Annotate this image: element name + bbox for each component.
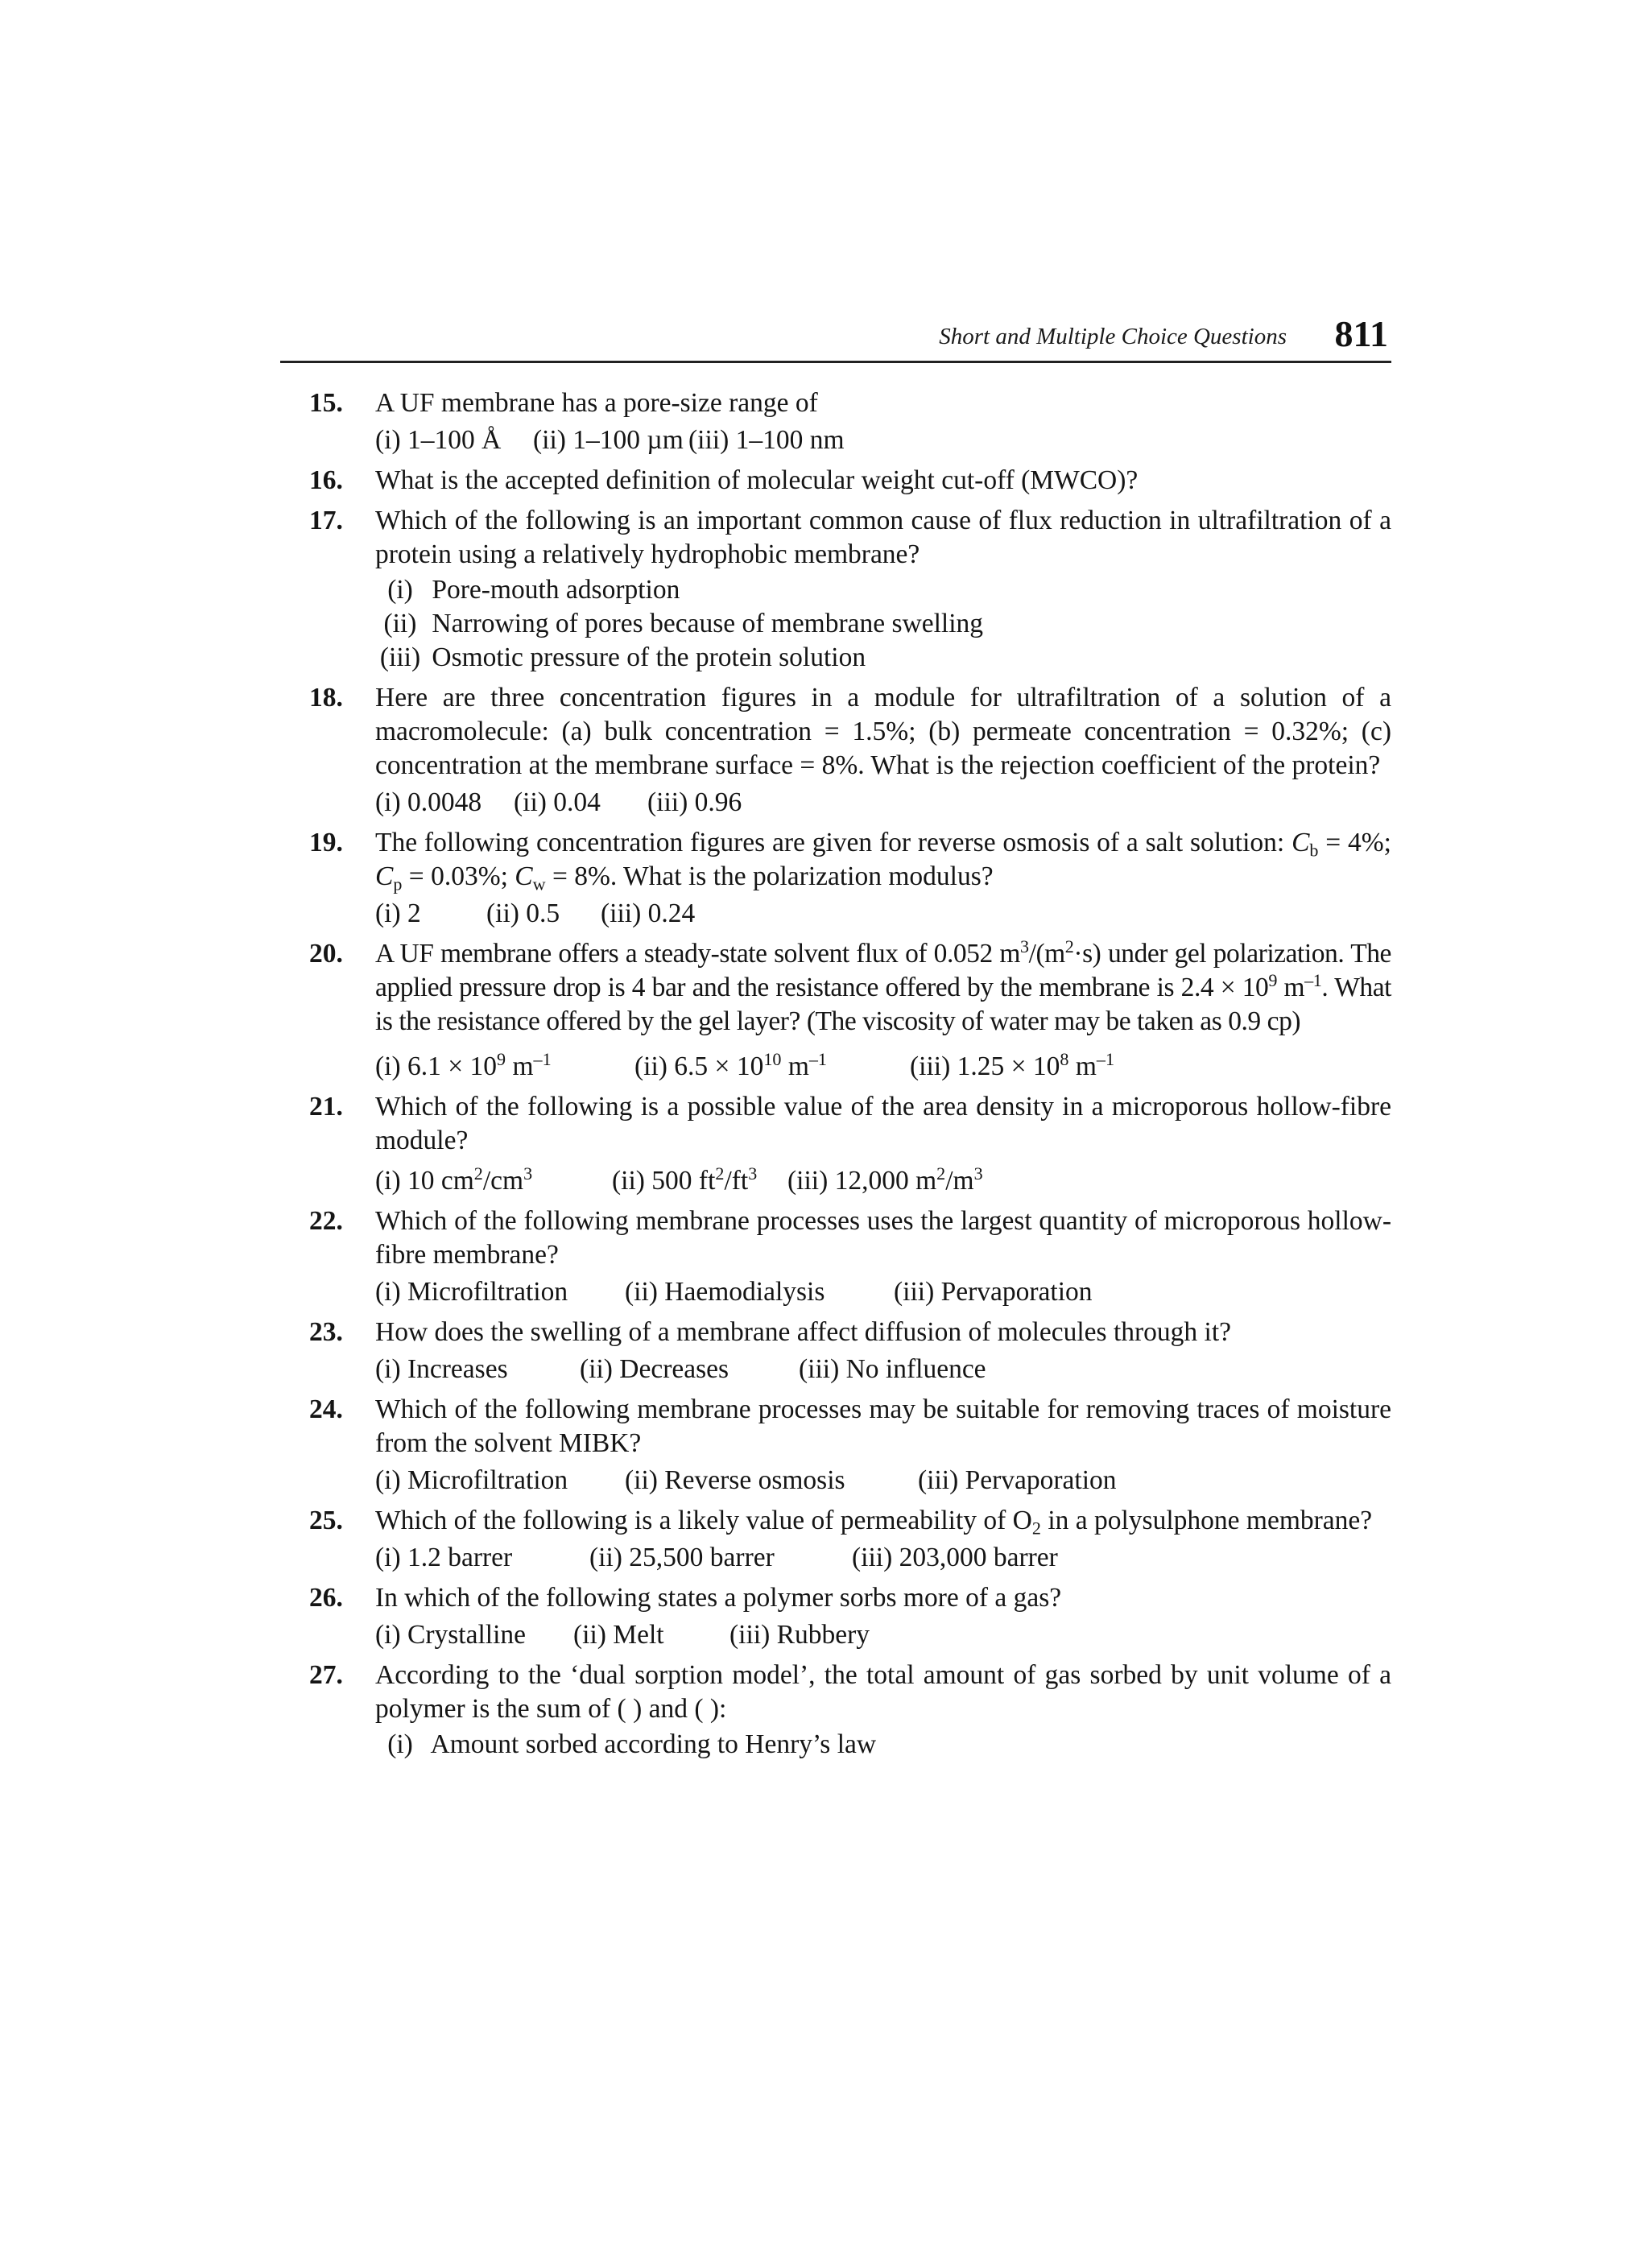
question-number: 27. (309, 1660, 343, 1690)
superscript: 2 (473, 1163, 483, 1184)
option-iii: (iii) 1–100 nm (688, 425, 845, 455)
text-run: A UF membrane offers a steady-state solvent flux of 0.052 m (375, 939, 1020, 969)
option-ii: (ii) 1–100 µm (533, 425, 684, 455)
question-text: Which of the following is an important common cause of flux reduction in ultrafiltration of a protein using a relatively hydrophobic membrane? (375, 506, 1391, 569)
text-run: = 4%; (1318, 828, 1391, 857)
text-run: = 8%. What is the polarization modulus? (545, 861, 994, 891)
option-iii: (iii) Pervaporation (894, 1277, 1093, 1307)
option-i (375, 1164, 612, 1198)
option-iii: (iii) Rubbery (729, 1620, 870, 1650)
option-i: (i) 2 (375, 899, 421, 928)
option-ii: (ii) Melt (573, 1620, 664, 1650)
option-base: (i) 10 cm (375, 1166, 474, 1196)
option-base: (i) 6.1 × 10 (375, 1051, 498, 1081)
question-24 (309, 1393, 1391, 1498)
text-run: m (1276, 973, 1305, 1002)
option-numeral: (iii) (379, 642, 421, 672)
option-i (375, 1728, 1391, 1762)
option-iii: (iii) Pervaporation (918, 1465, 1117, 1495)
question-23 (309, 1316, 1391, 1386)
question-27 (309, 1659, 1391, 1762)
question-text: Which of the following is a possible value of the area density in a microporous hollow-fibre module? (375, 1092, 1391, 1155)
option-iii (787, 1164, 983, 1198)
option-ii (375, 607, 1391, 641)
superscript: 3 (523, 1163, 533, 1184)
option-ii: (ii) Reverse osmosis (625, 1465, 845, 1495)
option-base: (ii) 500 ft (612, 1166, 716, 1196)
option-iii (910, 1050, 1114, 1084)
superscript: 3 (748, 1163, 758, 1184)
running-title: Short and Multiple Choice Questions (939, 324, 1287, 349)
option-ii (612, 1164, 787, 1198)
question-number: 22. (309, 1206, 343, 1236)
question-number: 23. (309, 1317, 343, 1347)
option-iii: (iii) 203,000 barrer (852, 1543, 1058, 1572)
question-text: Which of the following membrane processes uses the largest quantity of microporous hollow-fibre membrane? (375, 1206, 1391, 1270)
superscript: –1 (1304, 969, 1322, 990)
option-text: Pore-mouth adsorption (432, 575, 680, 605)
option-base: (ii) 6.5 × 10 (634, 1051, 764, 1081)
page-number: 811 (1334, 313, 1388, 354)
answer-options (375, 423, 1391, 457)
option-i: (i) Increases (375, 1354, 508, 1384)
answer-options (375, 897, 1391, 931)
question-text (375, 826, 1391, 894)
text-run: /(m (1028, 939, 1065, 969)
superscript: 2 (1064, 936, 1074, 956)
option-text: Amount sorbed according to Henry’s law (430, 1729, 877, 1759)
option-i: (i) 1.2 barrer (375, 1543, 513, 1572)
option-i: (i) 1–100 Å (375, 425, 502, 455)
question-number: 16. (309, 465, 343, 495)
superscript: –1 (533, 1048, 552, 1069)
option-ii: (ii) 0.5 (486, 899, 560, 928)
variable: C (515, 861, 533, 891)
question-number: 15. (309, 388, 343, 418)
text-run: ·s) under gel polarization. The applied pressure drop is 4 bar and the resistance offered by the membrane is 2.4 × 10 (375, 939, 1391, 1002)
subscript: w (532, 874, 546, 894)
option-text: Osmotic pressure of the protein solution (432, 642, 866, 672)
option-i (375, 573, 1391, 607)
answer-options (375, 1353, 1391, 1386)
option-ii: (ii) 25,500 barrer (589, 1543, 775, 1572)
option-i: (i) 0.0048 (375, 787, 482, 817)
question-text (375, 937, 1391, 1039)
superscript: 9 (497, 1048, 506, 1069)
option-iii: (iii) 0.24 (601, 899, 696, 928)
subscript: p (393, 874, 403, 894)
option-ii: (ii) 0.04 (514, 787, 601, 817)
question-number: 17. (309, 506, 343, 535)
question-list (309, 386, 1391, 1768)
question-18 (309, 681, 1391, 820)
subscript: 2 (1031, 1518, 1041, 1539)
text-run: . What is the resistance offered by the gel layer? (The viscosity of water may be taken as 0.9 cp) (375, 973, 1391, 1036)
option-i: (i) Crystalline (375, 1620, 526, 1650)
question-16 (309, 464, 1391, 498)
option-i: (i) Microfiltration (375, 1465, 568, 1495)
answer-options (375, 1164, 1391, 1198)
superscript: 8 (1060, 1048, 1069, 1069)
answer-options (375, 1464, 1391, 1498)
superscript: 3 (1019, 936, 1029, 956)
answer-options (375, 1541, 1391, 1575)
question-number: 26. (309, 1583, 343, 1613)
superscript: 2 (936, 1163, 946, 1184)
superscript: 3 (973, 1163, 983, 1184)
question-20 (309, 937, 1391, 1084)
question-text: How does the swelling of a membrane affect diffusion of molecules through it? (375, 1317, 1232, 1347)
question-25 (309, 1504, 1391, 1575)
question-number: 18. (309, 683, 343, 713)
text-run: The following concentration figures are given for reverse osmosis of a salt solution: (375, 828, 1285, 857)
question-15 (309, 386, 1391, 457)
superscript: –1 (808, 1048, 827, 1069)
question-number: 19. (309, 828, 343, 857)
question-text: According to the ‘dual sorption model’, the total amount of gas sorbed by unit volume of a polymer is the sum of ( ) and ( ): (375, 1660, 1391, 1724)
answer-options (375, 1618, 1391, 1652)
option-unit: /m (945, 1166, 974, 1196)
question-21 (309, 1090, 1391, 1198)
answer-options (375, 786, 1391, 820)
question-number: 25. (309, 1506, 343, 1535)
question-19 (309, 826, 1391, 931)
answer-options (375, 1275, 1391, 1309)
option-base: (iii) 1.25 × 10 (910, 1051, 1060, 1081)
question-17 (309, 504, 1391, 675)
superscript: 9 (1268, 969, 1277, 990)
answer-options (375, 1050, 1391, 1084)
text-run: = 0.03%; (402, 861, 515, 891)
text-run: Which of the following is a likely value of permeability of O (375, 1506, 1032, 1535)
answer-options (375, 1728, 1391, 1762)
question-text: Which of the following membrane processes may be suitable for removing traces of moisture from the solvent MIBK? (375, 1394, 1391, 1458)
option-unit: m (1068, 1051, 1097, 1081)
page-header (280, 309, 1391, 361)
option-unit: /cm (482, 1166, 524, 1196)
option-i: (i) Microfiltration (375, 1277, 568, 1307)
option-ii: (ii) Haemodialysis (625, 1277, 825, 1307)
option-ii (634, 1050, 910, 1084)
option-iii: (iii) 0.96 (647, 787, 742, 817)
header-rule (280, 361, 1391, 363)
question-text: Here are three concentration figures in a module for ultrafiltration of a solution of a macromolecule: (a) bulk concentration = 1.5%; (b) permeate concentration = 0.32%; (c) concentration at the membrane surface = 8%. What is the rejection coefficient of the protein? (375, 683, 1391, 780)
option-ii: (ii) Decreases (580, 1354, 729, 1384)
option-base: (iii) 12,000 m (787, 1166, 937, 1196)
question-text: A UF membrane has a pore-size range of (375, 388, 818, 418)
question-text: What is the accepted definition of molecular weight cut-off (MWCO)? (375, 465, 1139, 495)
variable: C (1292, 828, 1310, 857)
text-run: in a polysulphone membrane? (1040, 1506, 1373, 1535)
superscript: –1 (1096, 1048, 1114, 1069)
question-text (375, 1504, 1391, 1538)
option-text: Narrowing of pores because of membrane swelling (432, 609, 984, 638)
superscript: 10 (763, 1048, 782, 1069)
subscript: b (1309, 840, 1319, 861)
option-numeral: (i) (387, 575, 413, 605)
option-unit: m (506, 1051, 534, 1081)
question-number: 24. (309, 1394, 343, 1424)
option-unit: /ft (724, 1166, 749, 1196)
question-22 (309, 1204, 1391, 1309)
question-26 (309, 1581, 1391, 1652)
option-iii (375, 641, 1391, 675)
option-numeral: (i) (387, 1729, 413, 1759)
superscript: 2 (715, 1163, 725, 1184)
variable: C (375, 861, 394, 891)
question-number: 20. (309, 939, 343, 969)
option-unit: m (781, 1051, 809, 1081)
option-numeral: (ii) (383, 609, 417, 638)
question-text: In which of the following states a polymer sorbs more of a gas? (375, 1583, 1062, 1613)
option-i (375, 1050, 634, 1084)
question-number: 21. (309, 1092, 343, 1122)
option-iii: (iii) No influence (799, 1354, 986, 1384)
answer-options (375, 573, 1391, 675)
